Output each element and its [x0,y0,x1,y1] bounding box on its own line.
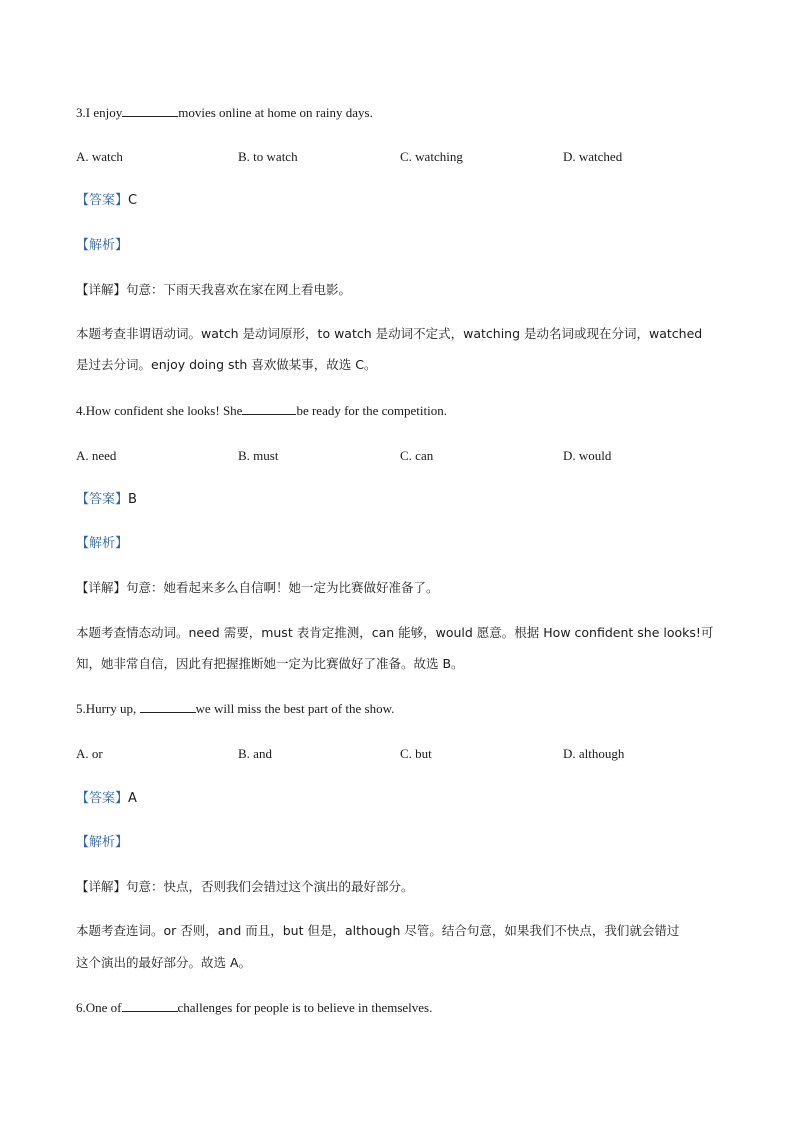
answer-value: C [128,193,138,208]
q3-option-d: D. watched [563,149,623,164]
question-4-prefix: 4.How confident she looks! She [76,403,243,418]
question-5-suffix: we will miss the best part of the show. [195,701,395,716]
q3-answer [76,192,137,209]
analysis-tag: 【解析】 [76,536,129,551]
blank [242,403,296,415]
question-5 [76,701,394,717]
q5-explanation-line-1: 本题考查连词。or 否则，and 而且，but 但是，although 尽管。结合句意，如果我们不快点，我们就会错过 [76,923,680,938]
detail-tag: 【详解】 [76,282,127,297]
answer-tag: 【答案】 [76,791,129,806]
q3-analysis [76,237,128,254]
detail-text: 句意：快点，否则我们会错过这个演出的最好部分。 [126,879,414,894]
q4-option-c: C. can [400,448,434,463]
answer-tag: 【答案】 [76,492,129,507]
analysis-tag: 【解析】 [76,238,129,253]
q3-explanation-line-2: 是过去分词。enjoy doing sth 喜欢做某事，故选 C。 [76,357,377,372]
question-6-prefix: 6.One of [76,1000,122,1015]
question-5-prefix: 5.Hurry up, [76,701,140,716]
q5-detail [76,879,414,895]
question-3-prefix: 3.I enjoy [76,105,123,120]
blank [122,1000,178,1012]
q4-option-a: A. need [76,448,117,463]
answer-value: A [128,791,137,806]
blank [122,105,178,117]
q4-option-b: B. must [238,448,279,463]
detail-tag: 【详解】 [76,879,127,894]
question-6-suffix: challenges for people is to believe in themselves. [177,1000,433,1015]
q5-explanation-line-2: 这个演出的最好部分。故选 A。 [76,955,252,970]
q5-option-c: C. but [400,746,432,761]
q3-option-b: B. to watch [238,149,298,164]
q3-option-a: A. watch [76,149,123,164]
analysis-tag: 【解析】 [76,835,129,850]
question-4 [76,403,447,419]
q4-option-d: D. would [563,448,612,463]
answer-value: B [128,492,137,507]
q3-option-c: C. watching [400,149,463,164]
question-6 [76,1000,432,1016]
blank [140,701,196,713]
q4-analysis [76,535,128,552]
answer-tag: 【答案】 [76,193,129,208]
q5-answer [76,790,137,807]
question-4-suffix: be ready for the competition. [296,403,447,418]
q5-option-b: B. and [238,746,272,761]
detail-text: 句意：她看起来多么自信啊！她一定为比赛做好准备了。 [126,580,439,595]
q5-option-d: D. although [563,746,625,761]
q4-answer [76,491,137,508]
q4-explanation-line-2: 知，她非常自信，因此有把握推断她一定为比赛做好了准备。故选 B。 [76,656,464,671]
question-3-suffix: movies online at home on rainy days. [178,105,373,120]
detail-tag: 【详解】 [76,580,127,595]
q5-analysis [76,834,128,851]
detail-text: 句意：下雨天我喜欢在家在网上看电影。 [126,282,352,297]
q3-explanation-line-1: 本题考查非谓语动词。watch 是动词原形，to watch 是动词不定式，watching 是动名词或现在分词，watched [76,326,703,341]
q5-option-a: A. or [76,746,103,761]
q3-detail [76,282,351,298]
q4-explanation-line-1: 本题考查情态动词。need 需要，must 表肯定推测，can 能够，would 愿意。根据 How confident she looks!可 [76,625,714,640]
question-3 [76,105,373,121]
q4-detail [76,580,439,596]
